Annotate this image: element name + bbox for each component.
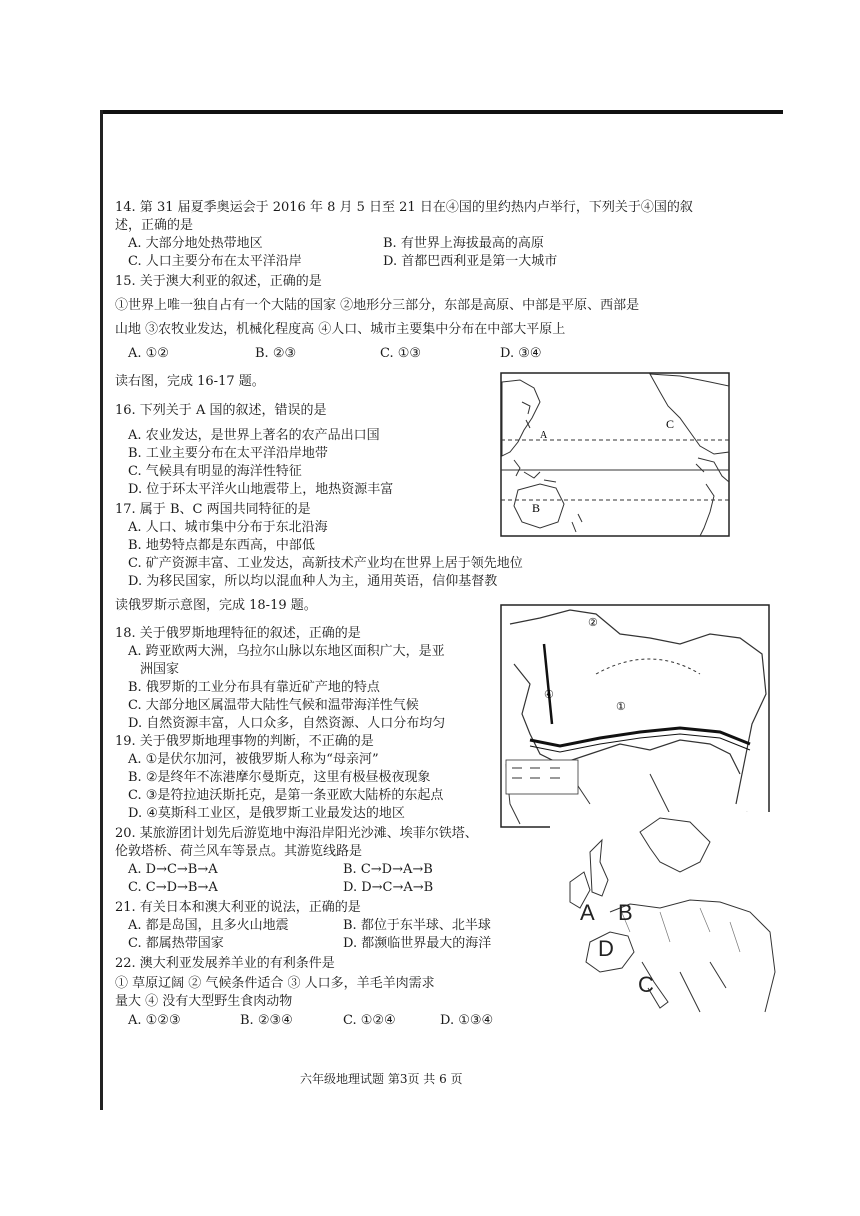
q15-option-b: B. ②③ — [255, 346, 297, 361]
q17-option-d: D. 为移民国家，所以均以混血种人为主，通用英语，信仰基督教 — [128, 574, 498, 589]
q14-option-d: D. 首都巴西利亚是第一大城市 — [383, 254, 558, 269]
q16-option-c: C. 气候具有明显的海洋性特征 — [128, 464, 302, 479]
q20-stem-line1: 20. 某旅游团计划先后游览地中海沿岸阳光沙滩、埃菲尔铁塔、 — [115, 826, 478, 841]
q18-option-a-line2: 洲国家 — [140, 662, 180, 677]
q16-option-b: B. 工业主要分布在太平洋沿岸地带 — [128, 446, 328, 461]
q14-stem-line2: 述，正确的是 — [115, 218, 194, 233]
q22-stem: 22. 澳大利亚发展养羊业的有利条件是 — [115, 956, 335, 971]
q22-statement-line1: ① 草原辽阔 ② 气候条件适合 ③ 人口多，羊毛羊肉需求 — [115, 976, 435, 991]
q19-option-d: D. ④莫斯科工业区，是俄罗斯工业最发达的地区 — [128, 806, 405, 821]
q14-option-c: C. 人口主要分布在太平洋沿岸 — [128, 254, 302, 269]
q20-option-d: D. D→C→A→B — [343, 880, 434, 895]
q16-stem: 16. 下列关于 A 国的叙述，错误的是 — [115, 403, 327, 418]
q19-option-c: C. ③是符拉迪沃斯托克，是第一条亚欧大陆桥的东起点 — [128, 788, 444, 803]
q17-option-b: B. 地势特点都是东西高，中部低 — [128, 538, 315, 553]
map1-label-b: B — [532, 501, 541, 515]
page-top-border — [100, 110, 783, 114]
q18-stem: 18. 关于俄罗斯地理特征的叙述，正确的是 — [115, 626, 361, 641]
q19-option-b: B. ②是终年不冻港摩尔曼斯克，这里有极昼极夜现象 — [128, 770, 431, 785]
q20-option-b: B. C→D→A→B — [343, 862, 433, 877]
q14-option-b: B. 有世界上海拔最高的高原 — [383, 236, 544, 251]
q21-option-d: D. 都濒临世界最大的海洋 — [343, 936, 492, 951]
russia-map — [500, 604, 770, 828]
q15-option-a: A. ①② — [128, 346, 169, 361]
map1-label-c: C — [666, 417, 675, 431]
pacific-map — [500, 372, 730, 537]
q22-statement-line2: 量大 ④ 没有大型野生食肉动物 — [115, 994, 293, 1009]
q15-statement-line1: ①世界上唯一独自占有一个大陆的国家 ②地形分三部分，东部是高原、中部是平原、西部是 — [115, 298, 640, 313]
europe-label-c: C — [638, 972, 654, 997]
q15-option-d: D. ③④ — [500, 346, 542, 361]
russia-mark-2: ② — [588, 617, 598, 629]
q16-option-a: A. 农业发达，是世界上著名的农产品出口国 — [128, 428, 380, 443]
q22-option-a: A. ①②③ — [128, 1013, 181, 1028]
q19-option-a: A. ①是伏尔加河，被俄罗斯人称为“母亲河” — [128, 752, 379, 767]
map1-label-a: A — [540, 430, 548, 441]
q22-option-b: B. ②③④ — [240, 1013, 293, 1028]
q18-option-a-line1: A. 跨亚欧两大洲，乌拉尔山脉以东地区面积广大，是亚 — [128, 644, 445, 659]
q18-option-d: D. 自然资源丰富，人口众多，自然资源、人口分布均匀 — [128, 716, 446, 731]
q14-stem-line1: 14. 第 31 届夏季奥运会于 2016 年 8 月 5 日至 21 日在④国的里约热内卢举行，下列关于④国的叙 — [115, 200, 693, 215]
page-footer: 六年级地理试题 第3页 共 6 页 — [300, 1072, 463, 1086]
europe-map — [550, 812, 780, 1024]
russia-mark-1: ① — [616, 701, 626, 713]
russia-legend-box — [506, 760, 578, 794]
q16-option-d: D. 位于环太平洋火山地震带上，地热资源丰富 — [128, 482, 394, 497]
q21-stem: 21. 有关日本和澳大利亚的说法，正确的是 — [115, 900, 361, 915]
q18-option-c: C. 大部分地区属温带大陆性气候和温带海洋性气候 — [128, 698, 419, 713]
page-left-border — [100, 110, 103, 1110]
q22-option-d: D. ①③④ — [440, 1013, 494, 1028]
q20-option-a: A. D→C→B→A — [128, 862, 218, 877]
q22-option-c: C. ①②④ — [343, 1013, 396, 1028]
q18-option-b: B. 俄罗斯的工业分布具有靠近矿产地的特点 — [128, 680, 380, 695]
instruction-16-17: 读右图，完成 16-17 题。 — [115, 374, 265, 389]
q21-option-a: A. 都是岛国，且多火山地震 — [128, 918, 289, 933]
q20-option-c: C. C→D→B→A — [128, 880, 218, 895]
russia-mark-4: ④ — [544, 689, 554, 701]
q15-statement-line2: 山地 ③农牧业发达，机械化程度高 ④人口、城市主要集中分布在中部大平原上 — [115, 322, 566, 337]
europe-label-a: A — [580, 900, 595, 925]
europe-label-b: B — [618, 900, 633, 925]
q21-option-b: B. 都位于东半球、北半球 — [343, 918, 491, 933]
q14-option-a: A. 大部分地处热带地区 — [128, 236, 263, 251]
q20-stem-line2: 伦敦塔桥、荷兰风车等景点。其游览线路是 — [115, 844, 363, 859]
q17-stem: 17. 属于 B、C 两国共同特征的是 — [115, 502, 311, 517]
q15-stem: 15. 关于澳大利亚的叙述，正确的是 — [115, 274, 322, 289]
instruction-18-19: 读俄罗斯示意图，完成 18-19 题。 — [115, 598, 317, 613]
q15-option-c: C. ①③ — [380, 346, 422, 361]
europe-label-d: D — [598, 936, 614, 961]
q19-stem: 19. 关于俄罗斯地理事物的判断，不正确的是 — [115, 734, 374, 749]
q17-option-c: C. 矿产资源丰富、工业发达，高新技术产业均在世界上居于领先地位 — [128, 556, 523, 571]
q17-option-a: A. 人口、城市集中分布于东北沿海 — [128, 520, 328, 535]
q21-option-c: C. 都属热带国家 — [128, 936, 224, 951]
